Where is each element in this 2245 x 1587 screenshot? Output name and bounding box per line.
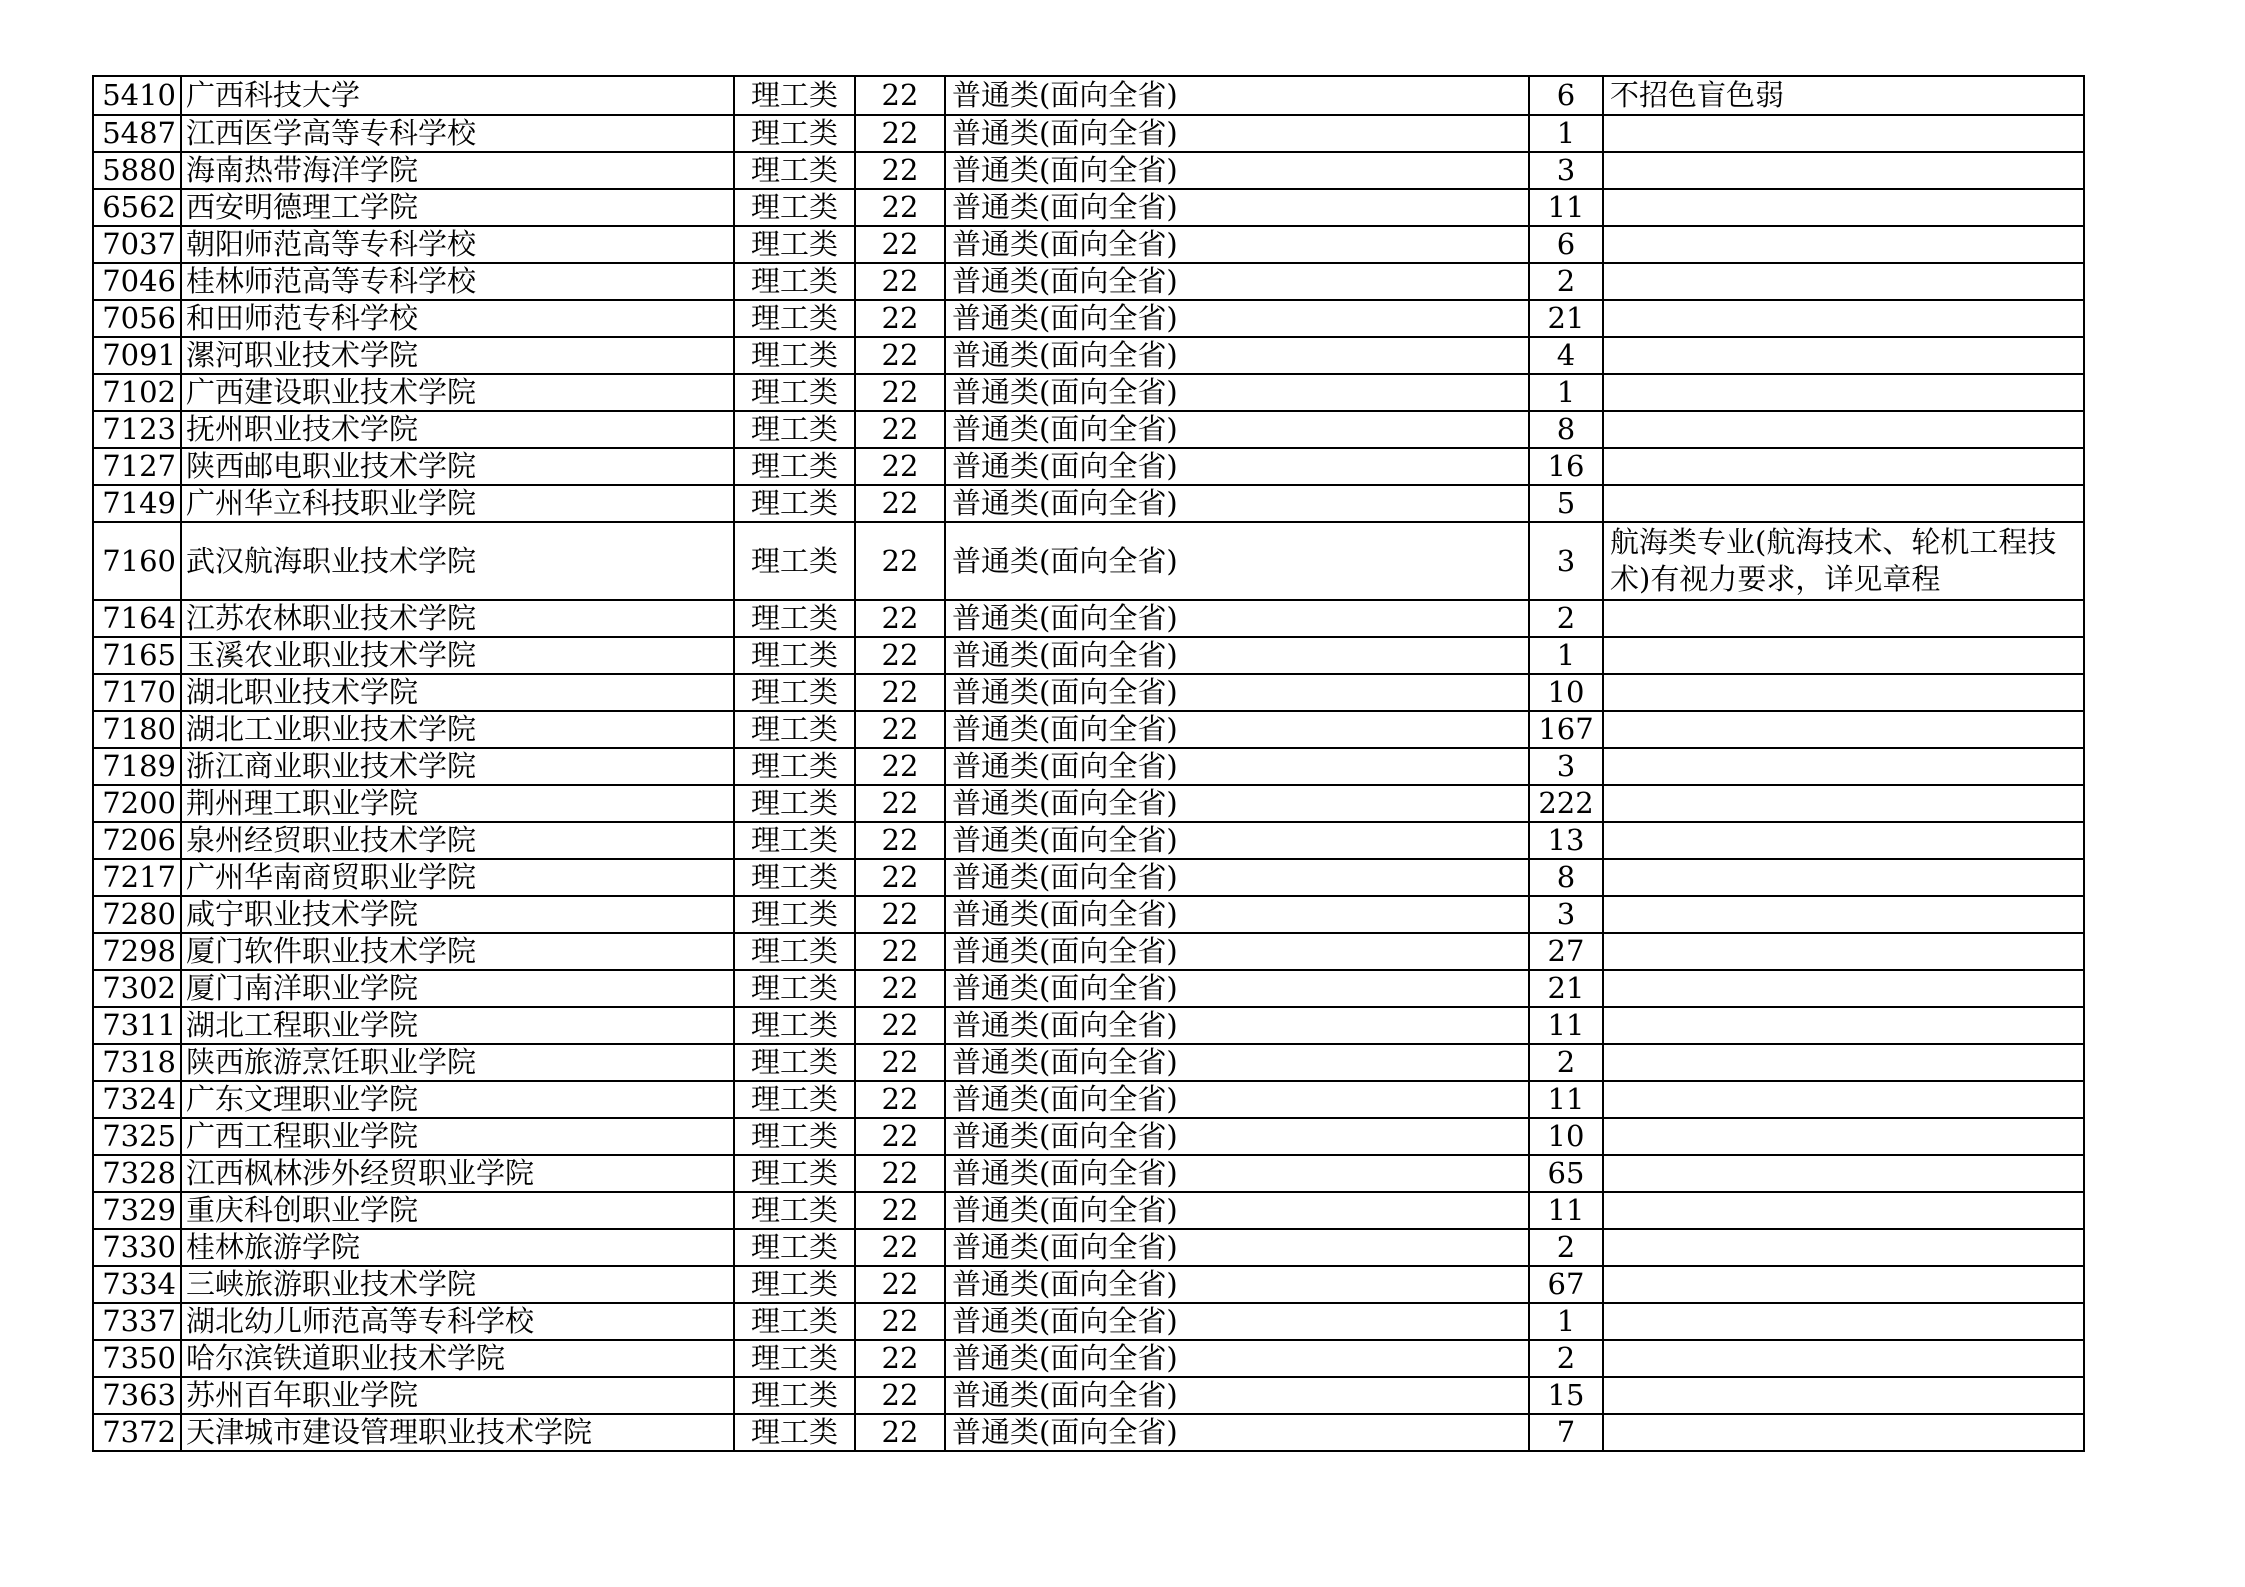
batch-cell: 22 [855,485,945,522]
remark-cell [1603,933,2084,970]
batch-cell: 22 [855,1414,945,1451]
remark-cell [1603,263,2084,300]
plan-count-cell: 8 [1529,859,1603,896]
subject-category-cell: 理工类 [734,970,855,1007]
plan-count-cell: 7 [1529,1414,1603,1451]
plan-type-cell: 普通类(面向全省) [945,1229,1529,1266]
plan-count-cell: 11 [1529,189,1603,226]
remark-cell [1603,1118,2084,1155]
remark-cell [1603,970,2084,1007]
plan-type-cell: 普通类(面向全省) [945,785,1529,822]
school-name-cell: 朝阳师范高等专科学校 [181,226,734,263]
plan-type-cell: 普通类(面向全省) [945,411,1529,448]
plan-count-cell: 3 [1529,896,1603,933]
table-row [93,637,2084,674]
school-code-cell: 7363 [93,1377,181,1414]
batch-cell: 22 [855,189,945,226]
table-row [93,76,2084,115]
subject-category-cell: 理工类 [734,896,855,933]
table-row [93,263,2084,300]
school-code-cell: 5880 [93,152,181,189]
table-row [93,1044,2084,1081]
remark-cell [1603,115,2084,152]
remark-cell [1603,1155,2084,1192]
table-row [93,411,2084,448]
batch-cell: 22 [855,1266,945,1303]
plan-count-cell: 21 [1529,970,1603,1007]
plan-type-cell: 普通类(面向全省) [945,933,1529,970]
subject-category-cell: 理工类 [734,933,855,970]
batch-cell: 22 [855,1303,945,1340]
batch-cell: 22 [855,1044,945,1081]
plan-count-cell: 5 [1529,485,1603,522]
subject-category-cell: 理工类 [734,189,855,226]
school-code-cell: 7217 [93,859,181,896]
plan-count-cell: 27 [1529,933,1603,970]
table-row [93,600,2084,637]
subject-category-cell: 理工类 [734,859,855,896]
school-code-cell: 7091 [93,337,181,374]
remark-cell [1603,1303,2084,1340]
plan-type-cell: 普通类(面向全省) [945,600,1529,637]
batch-cell: 22 [855,674,945,711]
remark-cell [1603,600,2084,637]
subject-category-cell: 理工类 [734,152,855,189]
subject-category-cell: 理工类 [734,374,855,411]
school-code-cell: 7102 [93,374,181,411]
remark-cell [1603,1414,2084,1451]
plan-type-cell: 普通类(面向全省) [945,859,1529,896]
school-name-cell: 和田师范专科学校 [181,300,734,337]
school-code-cell: 7328 [93,1155,181,1192]
batch-cell: 22 [855,1377,945,1414]
subject-category-cell: 理工类 [734,1229,855,1266]
remark-cell [1603,822,2084,859]
remark-cell [1603,1377,2084,1414]
batch-cell: 22 [855,522,945,600]
school-code-cell: 7046 [93,263,181,300]
table-row [93,822,2084,859]
remark-cell [1603,711,2084,748]
remark-cell [1603,1007,2084,1044]
remark-cell [1603,1081,2084,1118]
school-code-cell: 7334 [93,1266,181,1303]
batch-cell: 22 [855,76,945,115]
plan-type-cell: 普通类(面向全省) [945,374,1529,411]
batch-cell: 22 [855,1155,945,1192]
subject-category-cell: 理工类 [734,448,855,485]
subject-category-cell: 理工类 [734,1340,855,1377]
remark-cell [1603,1266,2084,1303]
subject-category-cell: 理工类 [734,337,855,374]
subject-category-cell: 理工类 [734,1377,855,1414]
batch-cell: 22 [855,263,945,300]
school-code-cell: 7200 [93,785,181,822]
school-code-cell: 7302 [93,970,181,1007]
batch-cell: 22 [855,226,945,263]
school-name-cell: 湖北职业技术学院 [181,674,734,711]
subject-category-cell: 理工类 [734,637,855,674]
table-row [93,226,2084,263]
table-row [93,711,2084,748]
school-name-cell: 广西建设职业技术学院 [181,374,734,411]
table-row [93,1081,2084,1118]
table-row [93,896,2084,933]
plan-count-cell: 11 [1529,1192,1603,1229]
plan-count-cell: 1 [1529,374,1603,411]
school-name-cell: 抚州职业技术学院 [181,411,734,448]
plan-type-cell: 普通类(面向全省) [945,970,1529,1007]
plan-type-cell: 普通类(面向全省) [945,76,1529,115]
plan-type-cell: 普通类(面向全省) [945,1118,1529,1155]
plan-type-cell: 普通类(面向全省) [945,1155,1529,1192]
plan-count-cell: 2 [1529,1044,1603,1081]
school-code-cell: 7170 [93,674,181,711]
table-row [93,970,2084,1007]
subject-category-cell: 理工类 [734,115,855,152]
enrollment-plan-table [92,75,2085,1452]
school-code-cell: 7206 [93,822,181,859]
table-row [93,1377,2084,1414]
plan-count-cell: 1 [1529,637,1603,674]
school-code-cell: 7350 [93,1340,181,1377]
school-name-cell: 江苏农林职业技术学院 [181,600,734,637]
table-body [93,76,2084,1451]
school-name-cell: 湖北工业职业技术学院 [181,711,734,748]
remark-cell [1603,1192,2084,1229]
plan-count-cell: 2 [1529,1340,1603,1377]
school-name-cell: 漯河职业技术学院 [181,337,734,374]
school-code-cell: 7311 [93,1007,181,1044]
table-row [93,933,2084,970]
school-name-cell: 广州华立科技职业学院 [181,485,734,522]
school-name-cell: 江西医学高等专科学校 [181,115,734,152]
batch-cell: 22 [855,748,945,785]
school-name-cell: 湖北工程职业学院 [181,1007,734,1044]
plan-type-cell: 普通类(面向全省) [945,485,1529,522]
table-row [93,152,2084,189]
plan-type-cell: 普通类(面向全省) [945,337,1529,374]
subject-category-cell: 理工类 [734,748,855,785]
school-code-cell: 7189 [93,748,181,785]
remark-cell [1603,374,2084,411]
plan-type-cell: 普通类(面向全省) [945,711,1529,748]
remark-cell [1603,1340,2084,1377]
plan-type-cell: 普通类(面向全省) [945,522,1529,600]
batch-cell: 22 [855,1118,945,1155]
plan-type-cell: 普通类(面向全省) [945,1192,1529,1229]
school-name-cell: 海南热带海洋学院 [181,152,734,189]
table-row [93,300,2084,337]
plan-count-cell: 67 [1529,1266,1603,1303]
plan-count-cell: 10 [1529,674,1603,711]
plan-type-cell: 普通类(面向全省) [945,300,1529,337]
table-row [93,522,2084,600]
batch-cell: 22 [855,859,945,896]
remark-cell [1603,485,2084,522]
school-code-cell: 7127 [93,448,181,485]
plan-type-cell: 普通类(面向全省) [945,152,1529,189]
school-name-cell: 陕西邮电职业技术学院 [181,448,734,485]
batch-cell: 22 [855,896,945,933]
school-code-cell: 7372 [93,1414,181,1451]
plan-type-cell: 普通类(面向全省) [945,1044,1529,1081]
batch-cell: 22 [855,1192,945,1229]
plan-type-cell: 普通类(面向全省) [945,1414,1529,1451]
subject-category-cell: 理工类 [734,711,855,748]
table-row [93,1303,2084,1340]
batch-cell: 22 [855,448,945,485]
batch-cell: 22 [855,637,945,674]
remark-cell [1603,189,2084,226]
subject-category-cell: 理工类 [734,1007,855,1044]
subject-category-cell: 理工类 [734,600,855,637]
school-name-cell: 湖北幼儿师范高等专科学校 [181,1303,734,1340]
subject-category-cell: 理工类 [734,485,855,522]
plan-count-cell: 10 [1529,1118,1603,1155]
table-row [93,674,2084,711]
plan-count-cell: 6 [1529,226,1603,263]
plan-type-cell: 普通类(面向全省) [945,637,1529,674]
remark-cell [1603,411,2084,448]
school-code-cell: 7160 [93,522,181,600]
plan-count-cell: 11 [1529,1007,1603,1044]
plan-type-cell: 普通类(面向全省) [945,1266,1529,1303]
plan-count-cell: 3 [1529,522,1603,600]
table-row [93,485,2084,522]
batch-cell: 22 [855,970,945,1007]
subject-category-cell: 理工类 [734,1192,855,1229]
plan-count-cell: 1 [1529,115,1603,152]
table-row [93,374,2084,411]
remark-cell [1603,152,2084,189]
remark-cell [1603,859,2084,896]
batch-cell: 22 [855,1007,945,1044]
school-name-cell: 荆州理工职业学院 [181,785,734,822]
batch-cell: 22 [855,822,945,859]
plan-type-cell: 普通类(面向全省) [945,1340,1529,1377]
school-code-cell: 7337 [93,1303,181,1340]
remark-cell [1603,300,2084,337]
school-code-cell: 7056 [93,300,181,337]
table-row [93,1155,2084,1192]
table-row [93,448,2084,485]
subject-category-cell: 理工类 [734,1118,855,1155]
remark-cell [1603,637,2084,674]
table-row [93,115,2084,152]
batch-cell: 22 [855,300,945,337]
plan-count-cell: 13 [1529,822,1603,859]
subject-category-cell: 理工类 [734,226,855,263]
batch-cell: 22 [855,711,945,748]
remark-cell [1603,674,2084,711]
batch-cell: 22 [855,785,945,822]
batch-cell: 22 [855,337,945,374]
remark-cell [1603,1044,2084,1081]
batch-cell: 22 [855,1340,945,1377]
school-code-cell: 7165 [93,637,181,674]
subject-category-cell: 理工类 [734,1044,855,1081]
subject-category-cell: 理工类 [734,822,855,859]
plan-type-cell: 普通类(面向全省) [945,448,1529,485]
plan-type-cell: 普通类(面向全省) [945,1377,1529,1414]
subject-category-cell: 理工类 [734,300,855,337]
school-name-cell: 广州华南商贸职业学院 [181,859,734,896]
plan-count-cell: 8 [1529,411,1603,448]
school-name-cell: 苏州百年职业学院 [181,1377,734,1414]
batch-cell: 22 [855,933,945,970]
plan-type-cell: 普通类(面向全省) [945,674,1529,711]
school-code-cell: 6562 [93,189,181,226]
table-row [93,748,2084,785]
remark-cell: 不招色盲色弱 [1603,76,2084,115]
batch-cell: 22 [855,600,945,637]
school-code-cell: 7330 [93,1229,181,1266]
school-code-cell: 5410 [93,76,181,115]
plan-count-cell: 2 [1529,600,1603,637]
school-code-cell: 7329 [93,1192,181,1229]
plan-type-cell: 普通类(面向全省) [945,1081,1529,1118]
remark-cell [1603,896,2084,933]
school-code-cell: 7280 [93,896,181,933]
school-code-cell: 7123 [93,411,181,448]
table-row [93,189,2084,226]
plan-type-cell: 普通类(面向全省) [945,896,1529,933]
school-name-cell: 广西科技大学 [181,76,734,115]
plan-count-cell: 4 [1529,337,1603,374]
plan-count-cell: 15 [1529,1377,1603,1414]
school-name-cell: 厦门软件职业技术学院 [181,933,734,970]
table-row [93,337,2084,374]
school-code-cell: 7318 [93,1044,181,1081]
remark-cell [1603,1229,2084,1266]
batch-cell: 22 [855,374,945,411]
table-row [93,785,2084,822]
table-row [93,859,2084,896]
table-row [93,1229,2084,1266]
table-row [93,1118,2084,1155]
plan-count-cell: 16 [1529,448,1603,485]
school-name-cell: 武汉航海职业技术学院 [181,522,734,600]
school-name-cell: 西安明德理工学院 [181,189,734,226]
plan-count-cell: 6 [1529,76,1603,115]
batch-cell: 22 [855,115,945,152]
plan-count-cell: 3 [1529,748,1603,785]
school-name-cell: 玉溪农业职业技术学院 [181,637,734,674]
subject-category-cell: 理工类 [734,263,855,300]
table-row [93,1192,2084,1229]
remark-cell [1603,337,2084,374]
school-name-cell: 广西工程职业学院 [181,1118,734,1155]
batch-cell: 22 [855,152,945,189]
school-name-cell: 桂林师范高等专科学校 [181,263,734,300]
subject-category-cell: 理工类 [734,674,855,711]
subject-category-cell: 理工类 [734,76,855,115]
school-name-cell: 咸宁职业技术学院 [181,896,734,933]
plan-count-cell: 167 [1529,711,1603,748]
school-name-cell: 广东文理职业学院 [181,1081,734,1118]
remark-cell [1603,448,2084,485]
school-name-cell: 陕西旅游烹饪职业学院 [181,1044,734,1081]
plan-type-cell: 普通类(面向全省) [945,263,1529,300]
batch-cell: 22 [855,411,945,448]
school-code-cell: 5487 [93,115,181,152]
plan-count-cell: 11 [1529,1081,1603,1118]
plan-count-cell: 1 [1529,1303,1603,1340]
plan-type-cell: 普通类(面向全省) [945,115,1529,152]
school-name-cell: 江西枫林涉外经贸职业学院 [181,1155,734,1192]
plan-type-cell: 普通类(面向全省) [945,748,1529,785]
plan-count-cell: 2 [1529,1229,1603,1266]
plan-type-cell: 普通类(面向全省) [945,189,1529,226]
remark-cell [1603,226,2084,263]
subject-category-cell: 理工类 [734,411,855,448]
batch-cell: 22 [855,1229,945,1266]
subject-category-cell: 理工类 [734,1081,855,1118]
school-code-cell: 7037 [93,226,181,263]
school-name-cell: 泉州经贸职业技术学院 [181,822,734,859]
school-name-cell: 三峡旅游职业技术学院 [181,1266,734,1303]
remark-cell: 航海类专业(航海技术、轮机工程技术)有视力要求，详见章程 [1603,522,2084,600]
plan-count-cell: 2 [1529,263,1603,300]
school-code-cell: 7298 [93,933,181,970]
school-name-cell: 厦门南洋职业学院 [181,970,734,1007]
school-name-cell: 哈尔滨铁道职业技术学院 [181,1340,734,1377]
school-code-cell: 7149 [93,485,181,522]
subject-category-cell: 理工类 [734,522,855,600]
table-row [93,1414,2084,1451]
subject-category-cell: 理工类 [734,1266,855,1303]
subject-category-cell: 理工类 [734,785,855,822]
school-code-cell: 7324 [93,1081,181,1118]
remark-cell [1603,785,2084,822]
remark-cell [1603,748,2084,785]
plan-count-cell: 3 [1529,152,1603,189]
plan-count-cell: 65 [1529,1155,1603,1192]
plan-type-cell: 普通类(面向全省) [945,1303,1529,1340]
school-code-cell: 7325 [93,1118,181,1155]
batch-cell: 22 [855,1081,945,1118]
subject-category-cell: 理工类 [734,1155,855,1192]
table-row [93,1266,2084,1303]
table-row [93,1340,2084,1377]
school-name-cell: 重庆科创职业学院 [181,1192,734,1229]
plan-type-cell: 普通类(面向全省) [945,226,1529,263]
table-row [93,1007,2084,1044]
school-name-cell: 天津城市建设管理职业技术学院 [181,1414,734,1451]
school-code-cell: 7180 [93,711,181,748]
subject-category-cell: 理工类 [734,1303,855,1340]
plan-type-cell: 普通类(面向全省) [945,822,1529,859]
plan-count-cell: 21 [1529,300,1603,337]
plan-count-cell: 222 [1529,785,1603,822]
school-code-cell: 7164 [93,600,181,637]
plan-type-cell: 普通类(面向全省) [945,1007,1529,1044]
school-name-cell: 浙江商业职业技术学院 [181,748,734,785]
school-name-cell: 桂林旅游学院 [181,1229,734,1266]
subject-category-cell: 理工类 [734,1414,855,1451]
